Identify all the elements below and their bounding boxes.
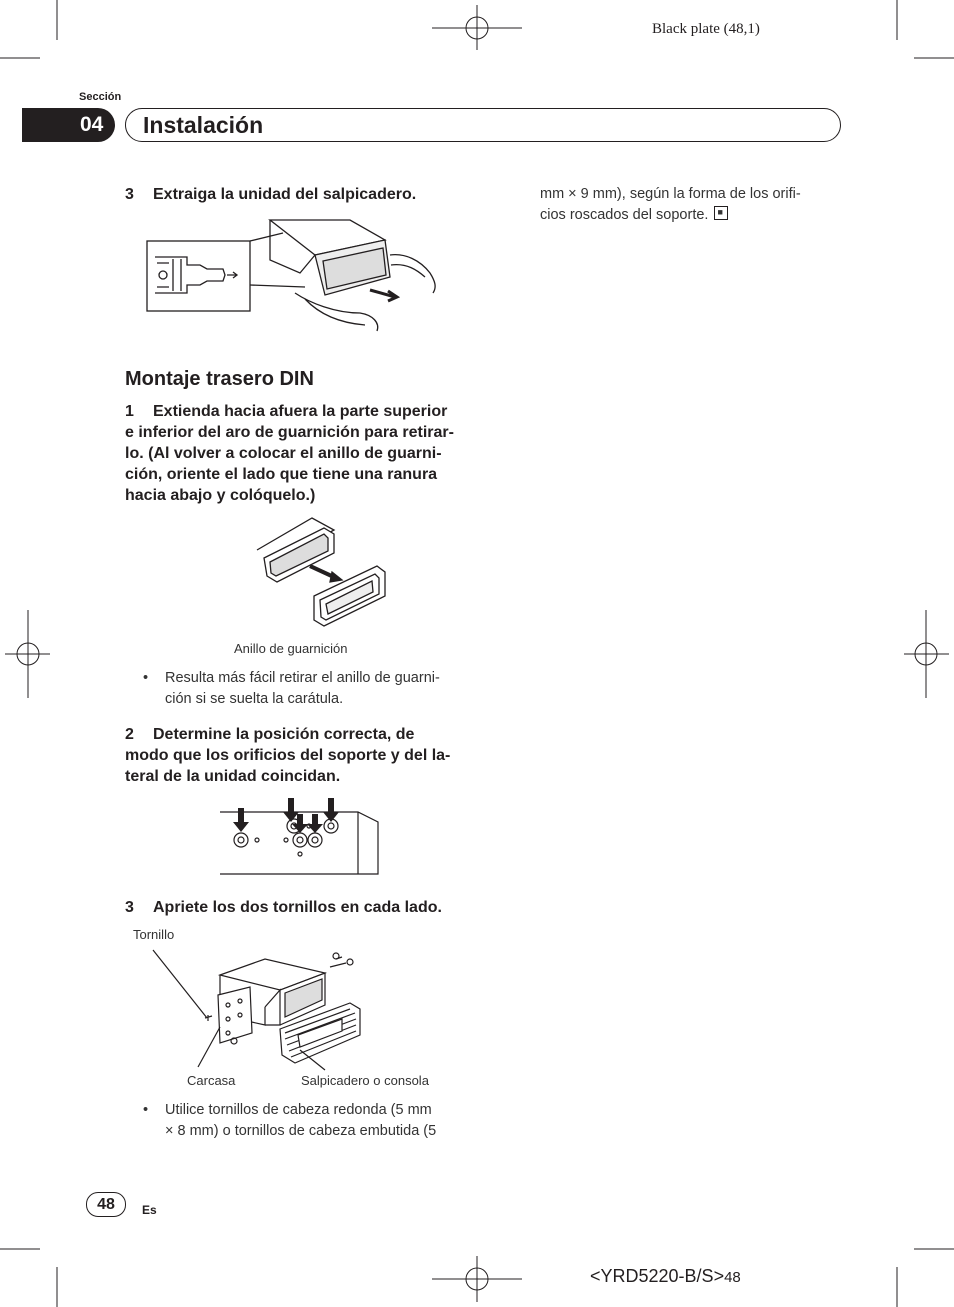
section-number: 04 bbox=[80, 113, 104, 136]
model-page: 48 bbox=[724, 1269, 741, 1286]
section-label: Sección bbox=[79, 91, 122, 103]
step-line: Determine la posición correcta, de bbox=[153, 726, 415, 743]
screw-label: Tornillo bbox=[133, 927, 175, 942]
text-line: cios roscados del soporte. bbox=[540, 207, 709, 223]
step2 bbox=[125, 724, 475, 787]
step-line: teral de la unidad coincidan. bbox=[125, 768, 341, 785]
step-number: 2 bbox=[125, 726, 134, 743]
screw-mounting-illustration bbox=[150, 945, 380, 1075]
bullet-trim-ring: • Resulta más fácil retirar el anillo de guarni- ción si se suelta la carátula. bbox=[143, 670, 440, 707]
text-line: mm × 9 mm), según la forma de los orifi- bbox=[540, 186, 801, 202]
end-mark bbox=[714, 206, 728, 220]
step-text: Apriete los dos tornillos en cada lado. bbox=[153, 899, 442, 916]
step-line: modo que los orificios del soporte y del la- bbox=[125, 747, 451, 764]
step-line: Extienda hacia afuera la parte superior bbox=[153, 403, 448, 420]
model-footer bbox=[590, 1266, 741, 1287]
step-remove bbox=[125, 184, 475, 205]
model-code: <YRD5220-B/S> bbox=[590, 1266, 725, 1286]
language-code: Es bbox=[142, 1203, 157, 1217]
dashboard-label: Salpicadero o consola bbox=[301, 1073, 429, 1088]
housing-label: Carcasa bbox=[187, 1073, 236, 1088]
heading-rear-din: Montaje trasero DIN bbox=[125, 368, 314, 390]
step-line: lo. (Al volver a colocar el anillo de guarni- bbox=[125, 445, 442, 462]
page-number: 48 bbox=[97, 1196, 115, 1213]
step-number: 3 bbox=[125, 186, 134, 203]
step-line: ción, oriente el lado que tiene una ranura bbox=[125, 466, 438, 483]
bullet-line: × 8 mm) o tornillos de cabeza embutida (5 bbox=[165, 1123, 437, 1139]
end-mark-glyph: ■ bbox=[717, 207, 723, 217]
section-title-box bbox=[125, 108, 841, 142]
step-line: hacia abajo y colóquelo.) bbox=[125, 487, 316, 504]
section-number-badge bbox=[22, 108, 115, 142]
bullet-line: Resulta más fácil retirar el anillo de guarni- bbox=[165, 670, 440, 686]
bullet-screws: • Utilice tornillos de cabeza redonda (5 mm × 8 mm) o tornillos de cabeza embutida (5 bbox=[143, 1102, 437, 1139]
bullet-line: ción si se suelta la carátula. bbox=[165, 691, 344, 707]
step-number: 3 bbox=[125, 899, 134, 916]
bracket-holes-illustration bbox=[220, 798, 380, 878]
section-title: Instalación bbox=[143, 112, 264, 138]
step-line: e inferior del aro de guarnición para retirar- bbox=[125, 424, 454, 441]
step-number: 1 bbox=[125, 403, 134, 420]
trim-ring-caption: Anillo de guarnición bbox=[234, 641, 348, 656]
step3 bbox=[125, 897, 475, 918]
step-text: Extraiga la unidad del salpicadero. bbox=[153, 186, 417, 203]
step1 bbox=[125, 401, 475, 506]
page-number-badge bbox=[86, 1192, 126, 1217]
trim-ring-illustration bbox=[252, 518, 392, 633]
bullet-line: Utilice tornillos de cabeza redonda (5 mm bbox=[165, 1102, 432, 1118]
right-column-text bbox=[540, 184, 840, 226]
remove-unit-illustration bbox=[145, 215, 455, 335]
plate-label: Black plate (48,1) bbox=[652, 21, 760, 37]
